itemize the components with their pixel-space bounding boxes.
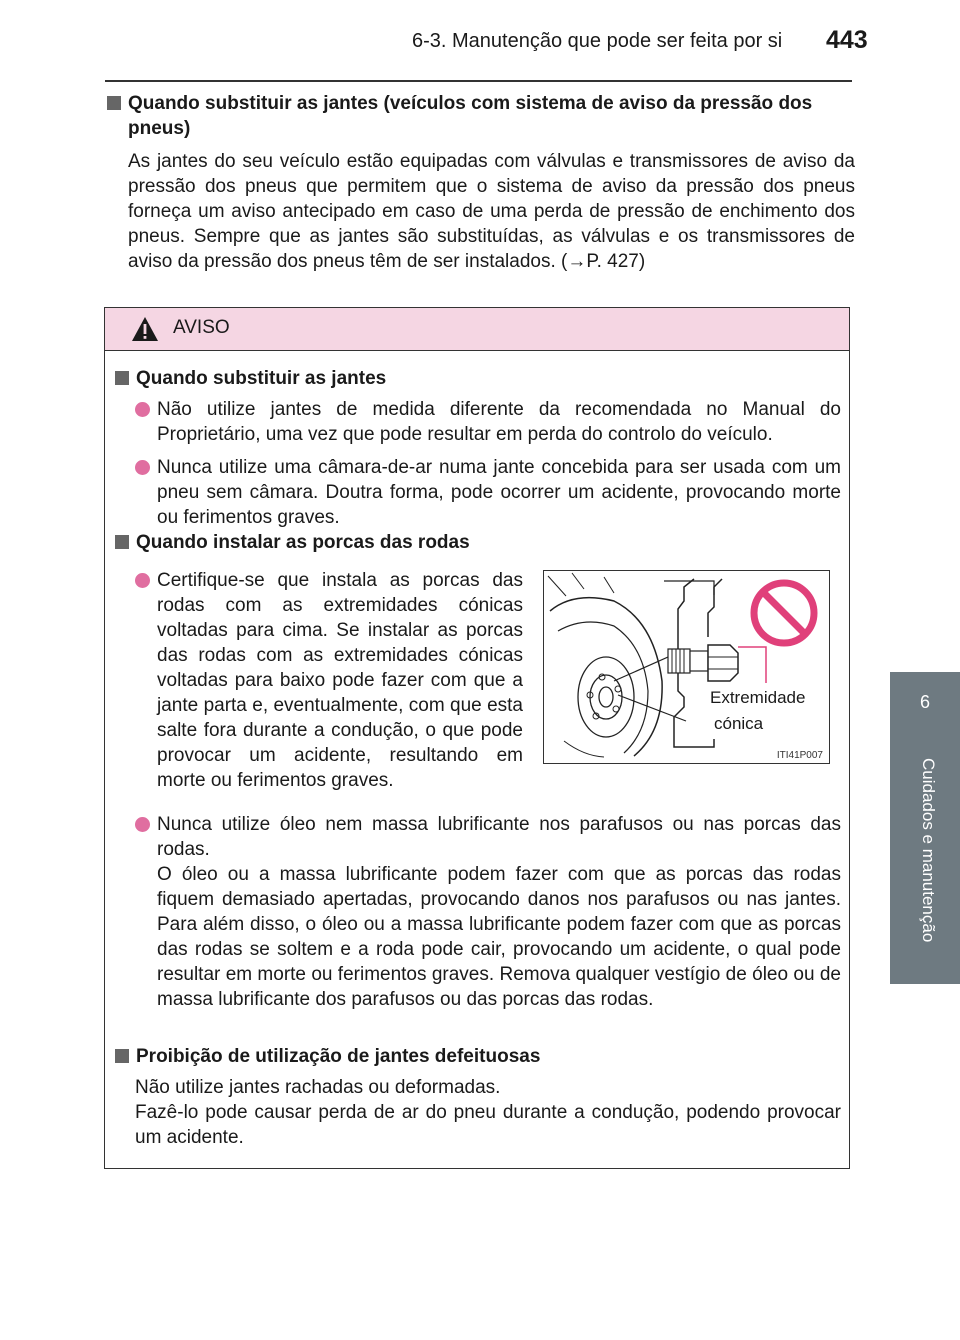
warning-bullet-oil — [113, 812, 841, 1012]
warning-box — [104, 307, 850, 1169]
warning-triangle-icon — [131, 316, 159, 342]
bullet-dot-icon — [135, 402, 150, 417]
bullet-item — [113, 397, 841, 447]
bullet-dot-icon — [135, 460, 150, 475]
bullet-text: Nunca utilize óleo nem massa lubrificante nos parafusos ou nas porcas das rodas. — [157, 814, 841, 860]
section-heading-text: Quando substituir as jantes — [136, 368, 387, 389]
figure-label-line1: Extremidade — [710, 688, 806, 707]
wheel-nut-illustration — [544, 571, 829, 763]
bullet-item — [113, 455, 841, 530]
section-heading-text: Quando instalar as porcas das rodas — [136, 532, 470, 553]
header-section-title: 6-3. Manutenção que pode ser feita por si — [412, 30, 783, 52]
chapter-label: Cuidados e manutenção — [919, 758, 938, 943]
section-heading-text: Proibição de utilização de jantes defeituosas — [136, 1046, 541, 1067]
section-square-icon — [115, 535, 129, 549]
chapter-side-tab — [890, 672, 960, 984]
bullet-text: Não utilize jantes de medida diferente da recomendada no Manual do Proprietário, uma vez que pode resultar em perda do controlo do veículo. — [157, 399, 841, 445]
section-heading — [113, 366, 841, 391]
bullet-continuation-text: O óleo ou a massa lubrificante podem fazer com que as porcas das rodas fiquem demasiado apertadas, provocando danos nos parafusos ou nas jantes. Para além disso, o óleo ou a massa lubrificante podem fazer com que as porcas das rodas se soltem e a roda pode cair, provocando um acidente, o qual pode resultar em morte ou ferimentos graves. Remova qualquer vestígio de óleo ou de massa lubrificante dos parafusos ou das porcas das rodas. — [157, 864, 841, 1010]
warning-section-defective — [113, 1044, 841, 1150]
plain-text: Não utilize jantes rachadas ou deformadas. — [135, 1077, 501, 1098]
section-heading — [113, 530, 841, 555]
chapter-number: 6 — [919, 692, 930, 712]
figure-label-line2: cónica — [714, 714, 764, 733]
intro-text: As jantes do seu veículo estão equipadas com válvulas e transmissores de aviso da pressão dos pneus que permitem que o sistema de aviso da pressão dos pneus forneça um aviso antecipado em caso de uma perda de pressão de enchimento dos pneus. Sempre que as jantes são substituídas, as válvulas e os transmissores de aviso da pressão dos pneus têm de ser instalados. (→P. 427) — [128, 151, 855, 272]
bullet-item — [113, 812, 841, 1012]
section-square-icon — [115, 1049, 129, 1063]
header-rule — [105, 80, 852, 82]
plain-text: Fazê-lo pode causar perda de ar do pneu durante a condução, podendo provocar um acidente. — [135, 1102, 841, 1148]
figure-code: ITI41P007 — [776, 750, 823, 761]
bullet-text: Certifique-se que instala as porcas das rodas com as extremidades cónicas voltadas para cima. Se instalar as porcas das rodas com as extremidades cónicas voltadas para baixo pode fazer com que a jante parta e, eventualmente, com que esta salte fora durante a condução, o que pode provocar um acidente, resultando em morte ou ferimentos graves. — [157, 570, 523, 791]
warning-header — [105, 308, 849, 351]
warning-bullet-with-figure — [113, 568, 523, 793]
bullet-item — [113, 568, 523, 793]
warning-section-nuts-heading — [113, 530, 841, 555]
warning-title: AVISO — [173, 317, 230, 338]
intro-section — [105, 91, 855, 274]
intro-heading — [105, 91, 855, 141]
section-square-icon — [115, 371, 129, 385]
intro-heading-text: Quando substituir as jantes (veículos com sistema de aviso da pressão dos pneus) — [128, 93, 813, 139]
wheel-nut-figure — [543, 570, 830, 764]
page-number: 443 — [826, 26, 868, 54]
bullet-text: Nunca utilize uma câmara-de-ar numa jante concebida para ser usada com um pneu sem câmara. Doutra forma, pode ocorrer um acidente, provocando morte ou ferimentos graves. — [157, 457, 841, 528]
section-square-icon — [107, 96, 121, 110]
bullet-dot-icon — [135, 817, 150, 832]
section-heading — [113, 1044, 841, 1069]
warning-section-wheels — [113, 366, 841, 530]
bullet-dot-icon — [135, 573, 150, 588]
